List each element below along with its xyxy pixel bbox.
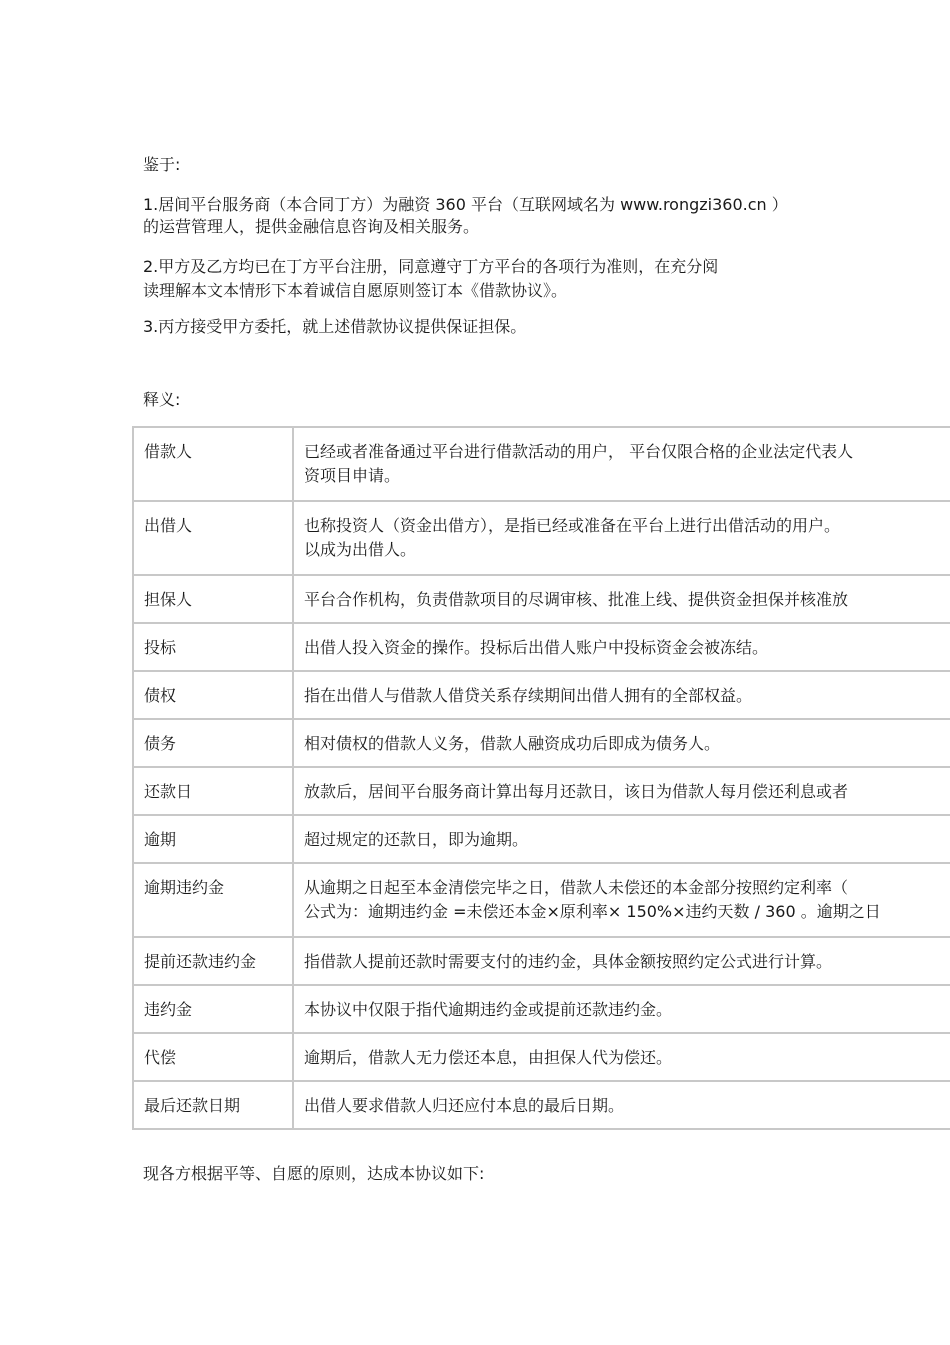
- desc-cell: [293, 1081, 950, 1129]
- desc-line: 逾期后，借款人无力偿还本息，由担保人代为偿还。: [304, 1048, 673, 1067]
- term-cell: 债权: [133, 671, 293, 719]
- term-cell: 提前还款违约金: [133, 937, 293, 985]
- definitions-heading: 释义:: [143, 390, 181, 409]
- desc-cell: [293, 501, 950, 575]
- desc-cell: [293, 815, 950, 863]
- term-cell: 代偿: [133, 1033, 293, 1081]
- desc-cell: [293, 937, 950, 985]
- term-cell: 还款日: [133, 767, 293, 815]
- desc-line: 以成为出借人。: [304, 540, 417, 559]
- table-row: [133, 767, 950, 815]
- preamble-heading: 鉴于:: [143, 155, 181, 174]
- preamble-item-2-line-2: 读理解本文本情形下本着诚信自愿原则签订本《借款协议》。: [143, 281, 568, 300]
- term-cell: 借款人: [133, 427, 293, 501]
- term-cell: 债务: [133, 719, 293, 767]
- table-row: [133, 1081, 950, 1129]
- desc-cell: [293, 623, 950, 671]
- preamble-item-3: 3.丙方接受甲方委托，就上述借款协议提供保证担保。: [143, 317, 527, 336]
- table-row: [133, 815, 950, 863]
- preamble-item-1-line-2: 的运营管理人，提供金融信息咨询及相关服务。: [143, 217, 480, 236]
- desc-line: 指在出借人与借款人借贷关系存续期间出借人拥有的全部权益。: [304, 686, 753, 705]
- desc-line: 相对债权的借款人义务，借款人融资成功后即成为债务人。: [304, 734, 721, 753]
- table-row: [133, 671, 950, 719]
- desc-cell: [293, 671, 950, 719]
- desc-line: 从逾期之日起至本金清偿完毕之日，借款人未偿还的本金部分按照约定利率（: [304, 878, 849, 897]
- table-row: [133, 427, 950, 501]
- desc-cell: [293, 719, 950, 767]
- desc-cell: [293, 985, 950, 1033]
- desc-line: 出借人投入资金的操作。投标后出借人账户中投标资金会被冻结。: [304, 638, 769, 657]
- term-cell: 违约金: [133, 985, 293, 1033]
- desc-line: 资项目申请。: [304, 466, 401, 485]
- preamble-item-2-line-1: 2.甲方及乙方均已在丁方平台注册，同意遵守丁方平台的各项行为准则，在充分阅: [143, 257, 719, 276]
- desc-cell: [293, 427, 950, 501]
- closing-statement: 现各方根据平等、自愿的原则，达成本协议如下:: [143, 1164, 485, 1183]
- preamble-item-1-line-1: 1.居间平台服务商（本合同丁方）为融资 360 平台（互联网域名为 www.rongzi360.cn ）: [143, 195, 788, 214]
- desc-line: 公式为：逾期违约金 =未偿还本金×原利率× 150%×违约天数 / 360 。逾期之日: [304, 902, 881, 921]
- desc-line: 放款后，居间平台服务商计算出每月还款日，该日为借款人每月偿还利息或者: [304, 782, 849, 801]
- table-row: [133, 1033, 950, 1081]
- desc-cell: [293, 863, 950, 937]
- desc-line: 已经或者准备通过平台进行借款活动的用户， 平台仅限合格的企业法定代表人: [304, 442, 854, 461]
- table-row: [133, 985, 950, 1033]
- desc-line: 也称投资人（资金出借方），是指已经或准备在平台上进行出借活动的用户。: [304, 516, 841, 535]
- definitions-table: [132, 426, 950, 1130]
- term-cell: 逾期: [133, 815, 293, 863]
- term-cell: 投标: [133, 623, 293, 671]
- desc-line: 本协议中仅限于指代逾期违约金或提前还款违约金。: [304, 1000, 673, 1019]
- desc-cell: [293, 1033, 950, 1081]
- table-row: [133, 501, 950, 575]
- desc-line: 平台合作机构，负责借款项目的尽调审核、批准上线、提供资金担保并核准放: [304, 590, 849, 609]
- desc-cell: [293, 575, 950, 623]
- desc-cell: [293, 767, 950, 815]
- table-row: [133, 719, 950, 767]
- table-row: [133, 623, 950, 671]
- table-row: [133, 937, 950, 985]
- term-cell: 最后还款日期: [133, 1081, 293, 1129]
- desc-line: 超过规定的还款日，即为逾期。: [304, 830, 529, 849]
- desc-line: 出借人要求借款人归还应付本息的最后日期。: [304, 1096, 625, 1115]
- table-row: [133, 575, 950, 623]
- desc-line: 指借款人提前还款时需要支付的违约金，具体金额按照约定公式进行计算。: [304, 952, 833, 971]
- term-cell: 担保人: [133, 575, 293, 623]
- term-cell: 逾期违约金: [133, 863, 293, 937]
- term-cell: 出借人: [133, 501, 293, 575]
- table-row: [133, 863, 950, 937]
